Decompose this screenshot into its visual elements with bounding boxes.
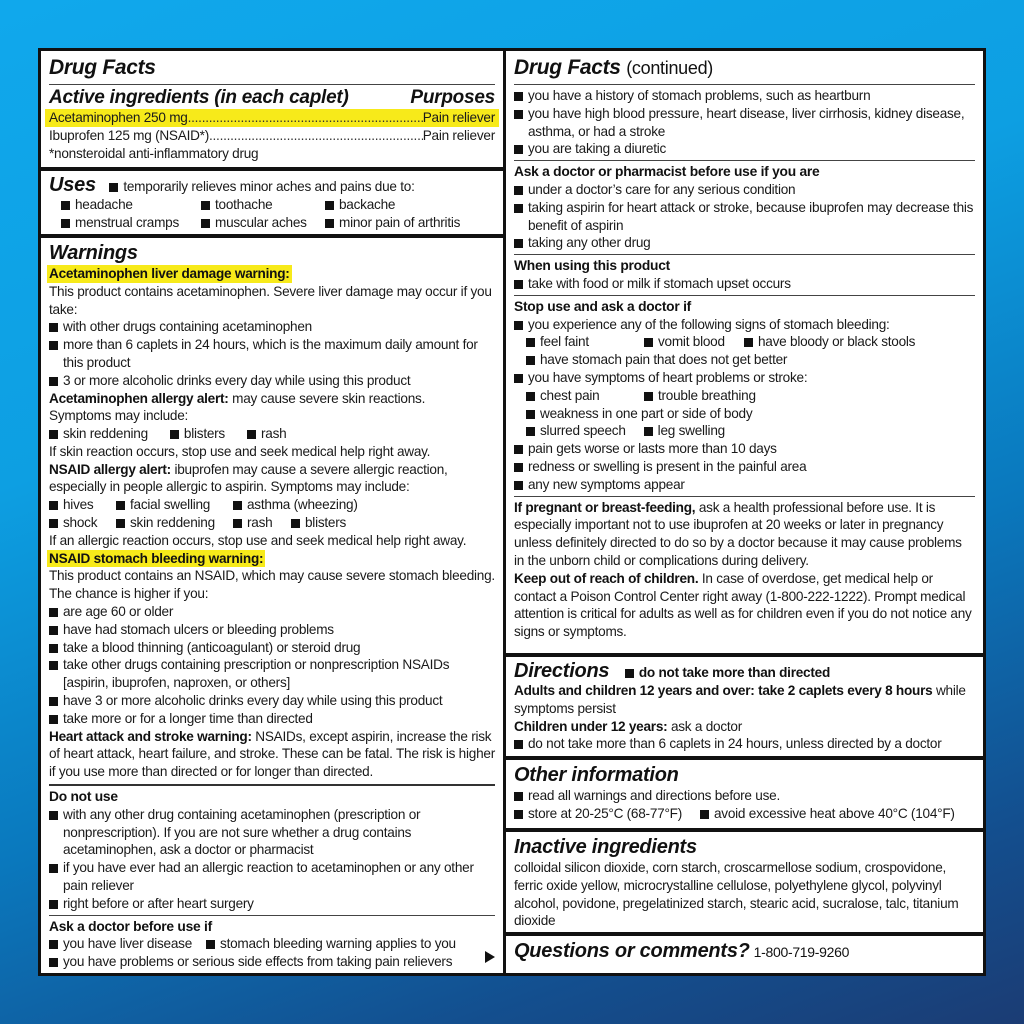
list-item: have bloody or black stools bbox=[744, 333, 975, 351]
apap-allergy-outro: If skin reaction occurs, stop use and seek medical help right away. bbox=[49, 443, 431, 459]
uses-intro: temporarily relieves minor aches and pains due to: bbox=[109, 178, 414, 196]
list-item: blisters bbox=[170, 425, 225, 443]
questions-heading: Questions or comments? bbox=[514, 940, 750, 962]
list-item: store at 20-25°C (68-77°F) bbox=[514, 805, 682, 823]
list-item: have stomach pain that does not get better bbox=[526, 351, 975, 369]
acetaminophen-allergy-alert: Acetaminophen allergy alert: may cause severe skin reactions. bbox=[49, 390, 426, 406]
list-item: headache bbox=[61, 196, 201, 214]
list-item: skin reddening bbox=[116, 514, 233, 532]
list-item: 3 or more alcoholic drinks every day while using this product bbox=[49, 372, 495, 390]
list-item: facial swelling bbox=[116, 496, 233, 514]
warnings-heading: Warnings bbox=[49, 241, 138, 264]
list-item: you experience any of the following signs of stomach bleeding: bbox=[514, 316, 975, 334]
ask-doctor-row bbox=[49, 935, 495, 953]
storage-row bbox=[514, 805, 975, 823]
list-item: leg swelling bbox=[644, 422, 725, 440]
when-using-heading: When using this product bbox=[514, 258, 670, 274]
list-item: any new symptoms appear bbox=[514, 476, 975, 494]
list-item: you have liver disease bbox=[49, 935, 192, 953]
list-item: taking any other drug bbox=[514, 234, 975, 252]
list-item: feel faint bbox=[526, 333, 644, 351]
list-item: redness or swelling is present in the painful area bbox=[514, 458, 975, 476]
list-item: avoid excessive heat above 40°C (104°F) bbox=[700, 805, 955, 823]
list-item: take a blood thinning (anticoagulant) or steroid drug bbox=[49, 639, 495, 657]
list-item: trouble breathing bbox=[644, 387, 975, 405]
active-ingredients-section bbox=[41, 51, 503, 167]
questions-phone: 1-800-719-9260 bbox=[753, 944, 850, 960]
right-column bbox=[506, 51, 983, 973]
questions-section bbox=[506, 936, 983, 973]
inactive-ingredients-section bbox=[506, 832, 983, 932]
list-item: taking aspirin for heart attack or stroke, because ibuprofen may decrease this benefit of aspirin bbox=[514, 199, 975, 235]
stomach-bleeding-heading: NSAID stomach bleeding warning: bbox=[49, 550, 264, 566]
list-item: menstrual cramps bbox=[61, 214, 201, 232]
other-info-heading: Other information bbox=[514, 764, 679, 786]
drug-facts-continued-title: Drug Facts (continued) bbox=[514, 56, 713, 79]
nsaid-symptoms bbox=[49, 496, 495, 532]
list-item: weakness in one part or side of body bbox=[526, 405, 975, 423]
heart-signs-2 bbox=[514, 422, 975, 440]
uses-list bbox=[49, 196, 495, 232]
list-item: toothache bbox=[201, 196, 325, 214]
uses-section bbox=[41, 171, 503, 234]
heart-stroke-warning: Heart attack and stroke warning: NSAIDs, except aspirin, increase the risk of heart attack, heart failure, and stroke. These can be fatal. The risk is higher if you use more than directed or for longer than directed. bbox=[49, 728, 495, 780]
left-column bbox=[41, 51, 503, 973]
list-item: blisters bbox=[291, 514, 495, 532]
list-item: hives bbox=[49, 496, 116, 514]
list-item: chest pain bbox=[526, 387, 644, 405]
apap-symptoms bbox=[49, 425, 495, 443]
list-item: with any other drug containing acetaminophen (prescription or nonprescription). If you are not sure whether a drug contains acetaminophen, ask a doctor or pharmacist bbox=[49, 806, 495, 859]
uses-heading: Uses bbox=[49, 174, 96, 197]
list-item: stomach bleeding warning applies to you bbox=[206, 935, 456, 953]
list-item: muscular aches bbox=[201, 214, 325, 232]
list-item: with other drugs containing acetaminophen bbox=[49, 318, 495, 336]
list-item: have 3 or more alcoholic drinks every day while using this product bbox=[49, 692, 495, 710]
adult-dosage: Adults and children 12 years and over: take 2 caplets every 8 hours while symptoms persist bbox=[514, 683, 966, 716]
list-item: do not take more than 6 caplets in 24 hours, unless directed by a doctor bbox=[514, 735, 975, 753]
warnings-section bbox=[41, 238, 503, 973]
continue-arrow-icon bbox=[485, 951, 495, 963]
do-not-use-heading: Do not use bbox=[49, 789, 118, 805]
liver-warning-intro: This product contains acetaminophen. Severe liver damage may occur if you take: bbox=[49, 283, 492, 317]
list-item: skin reddening bbox=[49, 425, 148, 443]
continued-section bbox=[506, 51, 983, 653]
list-item: under a doctor’s care for any serious condition bbox=[514, 181, 975, 199]
list-item: minor pain of arthritis bbox=[325, 214, 495, 232]
ask-pharmacist-heading: Ask a doctor or pharmacist before use if you are bbox=[514, 164, 820, 180]
active-ingredients-heading: Active ingredients (in each caplet) bbox=[49, 87, 349, 108]
drug-facts-title: Drug Facts bbox=[49, 56, 156, 79]
pregnancy-warning: If pregnant or breast-feeding, ask a health professional before use. It is especially important not to use ibuprofen at 20 weeks or later in pregnancy unless definitely directed to do so by a doctor because it may cause problems in the unborn child or complications during delivery. bbox=[514, 499, 962, 568]
purposes-heading: Purposes bbox=[410, 87, 495, 108]
list-item: asthma (wheezing) bbox=[233, 496, 495, 514]
list-item: rash bbox=[233, 514, 349, 532]
list-item: you have problems or serious side effects from taking pain relievers bbox=[49, 953, 495, 971]
keep-out-of-reach: Keep out of reach of children. In case of overdose, get medical help or contact a Poison Control Center right away (1-800-222-1222). Prompt medical attention is critical for adults as well as for children even if you do not notice any signs or symptoms. bbox=[514, 570, 972, 640]
list-item: if you have ever had an allergic reaction to acetaminophen or any other pain reliever bbox=[49, 859, 495, 895]
list-item: you are taking a diuretic bbox=[514, 140, 975, 158]
heart-signs bbox=[514, 387, 975, 405]
ask-doctor-heading: Ask a doctor before use if bbox=[49, 918, 212, 934]
list-item: you have symptoms of heart problems or stroke: bbox=[514, 369, 975, 387]
nsaid-allergy-outro: If an allergic reaction occurs, stop use and seek medical help right away. bbox=[49, 532, 467, 548]
other-information-section bbox=[506, 760, 983, 828]
list-item: shock bbox=[49, 514, 116, 532]
list-item: take with food or milk if stomach upset occurs bbox=[514, 275, 975, 293]
list-item: right before or after heart surgery bbox=[49, 895, 495, 913]
inactive-ingredients-text: colloidal silicon dioxide, corn starch, croscarmellose sodium, crospovidone, ferric oxide yellow, microcrystalline cellulose, polyethylene glycol, polyvinyl alcohol, povidone, pregelatinized starch, stearic acid, sucralose, talc, titanium dioxide bbox=[514, 860, 959, 929]
stop-use-heading: Stop use and ask a doctor if bbox=[514, 298, 691, 314]
list-item: slurred speech bbox=[526, 422, 626, 440]
list-item: take other drugs containing prescription or nonprescription NSAIDs [aspirin, ibuprofen, naproxen, or others] bbox=[49, 656, 495, 692]
nsaid-footnote: *nonsteroidal anti-inflammatory drug bbox=[49, 145, 259, 161]
stomach-bleeding-intro: This product contains an NSAID, which may cause severe stomach bleeding. The chance is higher if you: bbox=[49, 568, 495, 602]
list-item: have had stomach ulcers or bleeding problems bbox=[49, 621, 495, 639]
children-dosage: Children under 12 years: ask a doctor bbox=[514, 718, 742, 734]
directions-heading: Directions bbox=[514, 660, 610, 682]
bleeding-signs bbox=[514, 333, 975, 351]
list-item: pain gets worse or lasts more than 10 days bbox=[514, 440, 975, 458]
list-item: read all warnings and directions before use. bbox=[514, 787, 975, 805]
ingredient-row-acetaminophen: Acetaminophen 250 mg ..... Pain reliever bbox=[45, 109, 499, 127]
list-item: take more or for a longer time than directed bbox=[49, 710, 495, 728]
list-item: more than 6 caplets in 24 hours, which is the maximum daily amount for this product bbox=[49, 336, 495, 372]
liver-warning-heading: Acetaminophen liver damage warning: bbox=[49, 265, 290, 281]
inactive-ingredients-heading: Inactive ingredients bbox=[514, 836, 697, 858]
list-item: you have a history of stomach problems, such as heartburn bbox=[514, 87, 975, 105]
symptoms-intro: Symptoms may include: bbox=[49, 408, 189, 424]
directions-note: do not take more than directed bbox=[625, 664, 830, 682]
drug-facts-panel bbox=[38, 48, 986, 976]
directions-section bbox=[506, 657, 983, 756]
list-item: backache bbox=[325, 196, 495, 214]
list-item: vomit blood bbox=[644, 333, 744, 351]
list-item: rash bbox=[247, 425, 286, 443]
list-item: are age 60 or older bbox=[49, 603, 495, 621]
ingredient-row-ibuprofen: Ibuprofen 125 mg (NSAID*) ..... Pain reliever bbox=[49, 127, 495, 145]
list-item: you have high blood pressure, heart disease, liver cirrhosis, kidney disease, asthma, or had a stroke bbox=[514, 105, 975, 141]
nsaid-allergy-alert: NSAID allergy alert: ibuprofen may cause a severe allergic reaction, especially in people allergic to aspirin. Symptoms may include: bbox=[49, 461, 448, 495]
